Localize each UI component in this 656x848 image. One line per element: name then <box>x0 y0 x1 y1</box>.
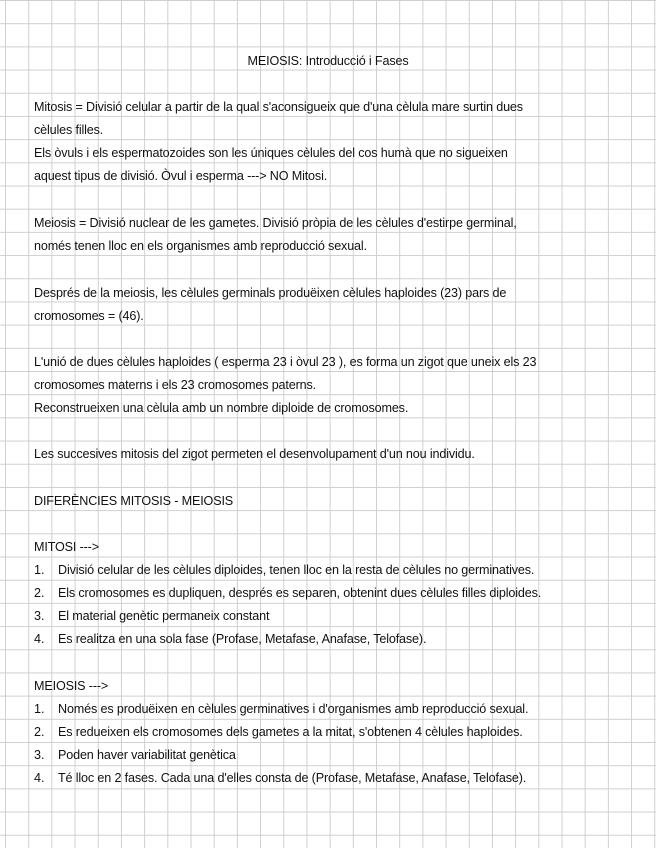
mitosi-heading: MITOSI ---> <box>34 540 99 554</box>
list-item-number: 4. <box>34 771 45 785</box>
list-item-text: Té lloc en 2 fases. Cada una d'elles consta de (Profase, Metafase, Anafase, Telofase). <box>58 771 527 785</box>
text-line: cèlules filles. <box>34 123 104 137</box>
list-item-number: 2. <box>34 586 45 600</box>
list-item-text: Divisió celular de les cèlules diploides, tenen lloc en la resta de cèlules no germinatives. <box>58 563 535 577</box>
list-item-text: Els cromosomes es dupliquen, després es separen, obtenint dues cèlules filles diploides. <box>58 586 542 600</box>
text-line: L'unió de dues cèlules haploides ( esperma 23 i òvul 23 ), es forma un zigot que uneix els 23 <box>34 355 537 369</box>
text-line: Després de la meiosis, les cèlules germinals produëixen cèlules haploides (23) pars de <box>34 286 507 300</box>
text-line: Les succesives mitosis del zigot permeten el desenvolupament d'un nou individu. <box>34 447 475 461</box>
list-item-text: Es redueixen els cromosomes dels gametes a la mitat, s'obtenen 4 cèlules haploides. <box>58 725 523 739</box>
text-line: aquest tipus de divisió. Òvul i esperma ---> NO Mitosi. <box>34 169 328 183</box>
list-item-text: El material genètic permaneix constant <box>58 609 270 623</box>
text-line: Reconstrueixen una cèlula amb un nombre diploide de cromosomes. <box>34 401 409 415</box>
list-item-number: 2. <box>34 725 45 739</box>
list-item-number: 3. <box>34 609 45 623</box>
differences-heading: DIFERÈNCIES MITOSIS - MEIOSIS <box>34 494 234 508</box>
list-item-text: Es realitza en una sola fase (Profase, Metafase, Anafase, Telofase). <box>58 632 427 646</box>
list-item-number: 1. <box>34 563 45 577</box>
list-item-number: 4. <box>34 632 45 646</box>
text-line: Mitosis = Divisió celular a partir de la qual s'aconsigueix que d'una cèlula mare surtin dues <box>34 100 523 114</box>
text-line: Els òvuls i els espermatozoides son les úniques cèlules del cos humà que no sigueixen <box>34 146 508 160</box>
list-item-text: Poden haver variabilitat genètica <box>58 748 236 762</box>
list-item-number: 1. <box>34 702 45 716</box>
text-line: cromosomes = (46). <box>34 309 144 323</box>
text-line: Meiosis = Divisió nuclear de les gametes. Divisió pròpia de les cèlules d'estirpe germinal, <box>34 216 517 230</box>
list-item-number: 3. <box>34 748 45 762</box>
document-title: MEIOSIS: Introducció i Fases <box>247 54 409 68</box>
list-item-text: Només es produëixen en cèlules germinatives i d'organismes amb reproducció sexual. <box>58 702 529 716</box>
text-line: cromosomes materns i els 23 cromosomes paterns. <box>34 378 317 392</box>
meiosis-heading: MEIOSIS ---> <box>34 679 109 693</box>
text-line: només tenen lloc en els organismes amb reproducció sexual. <box>34 239 367 253</box>
